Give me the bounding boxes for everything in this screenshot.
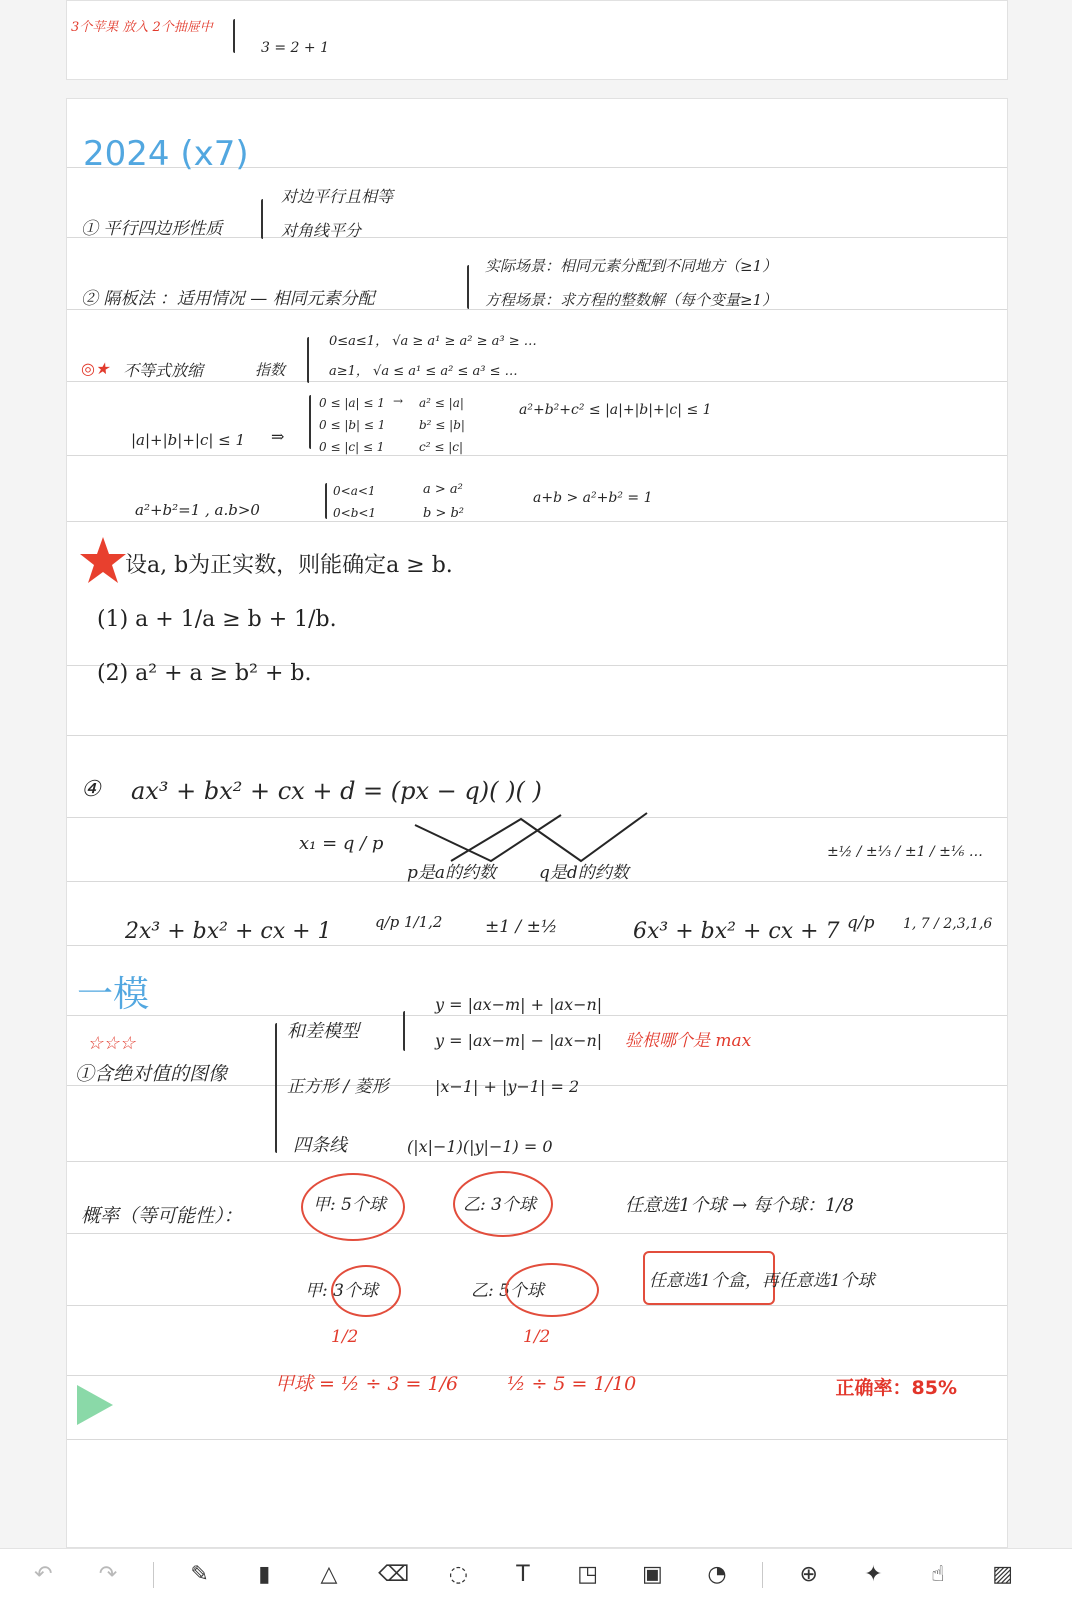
abs-graph-label: ①含绝对值的图像 (75, 1063, 228, 1085)
highlighter-tool-button[interactable]: △ (320, 1562, 338, 1587)
model-2-name: 正方形 / 菱形 (287, 1077, 389, 1097)
question-option-1: (1) a + 1/a ≥ b + 1/b. (97, 607, 337, 632)
item4-label: ④ (81, 777, 101, 802)
question-stem: 设a, b为正实数，则能确定a ≥ b. (125, 553, 453, 578)
abs-graph-bracket (275, 1023, 277, 1153)
prob-c: 任意选1个球 → 每个球：1/8 (625, 1195, 854, 1216)
previous-note-page (66, 0, 1008, 80)
green-marker-arrow (77, 1385, 113, 1425)
item1-label: ① 平行四边形性质 (81, 219, 223, 239)
abs-result-2: b² ≤ |b| (419, 418, 465, 432)
abs-case-2: 0 ≤ |b| ≤ 1 (319, 418, 386, 432)
abs-case-1: 0 ≤ |a| ≤ 1 (319, 396, 385, 410)
model-3-eq: (|x|−1)(|y|−1) = 0 (407, 1137, 553, 1156)
sq-bracket (325, 483, 327, 519)
abs-result-3: c² ≤ |c| (419, 440, 464, 454)
example-2-qp: q/p (847, 913, 875, 933)
prob-half-2: 1/2 (523, 1327, 551, 1347)
top-note-formula: 3 = 2 + 1 (261, 40, 329, 56)
eraser-tool-button[interactable]: ⌫ (378, 1562, 410, 1587)
model-2-eq: |x−1| + |y−1| = 2 (435, 1077, 580, 1096)
example-1-values: ±1 / ±½ (485, 917, 558, 937)
mock-heading: 一模 (77, 974, 150, 1015)
sq-lhs: a²+b²=1 , a.b>0 (135, 501, 260, 519)
item3-case-b: a≥1， √a ≤ a¹ ≤ a² ≤ a³ ≤ … (329, 364, 518, 379)
model-1-name: 和差模型 (287, 1021, 359, 1042)
model-1-note: 验根哪个是 max (625, 1031, 752, 1051)
lasso-tool-button[interactable]: ◌ (448, 1562, 468, 1587)
circle-e (505, 1263, 599, 1317)
sq-case-1: 0<a<1 (333, 484, 376, 498)
image-tool-button[interactable]: ▣ (641, 1562, 663, 1587)
accuracy-rate: 正确率：85% (835, 1377, 957, 1399)
item3-case-a: 0≤a≤1， √a ≥ a¹ ≥ a² ≥ a³ ≥ … (329, 334, 537, 349)
redo-button[interactable]: ↷ (98, 1562, 118, 1587)
shape-tool-button[interactable]: ◳ (577, 1562, 599, 1587)
zoom-tool-button[interactable]: ⊕ (799, 1562, 818, 1587)
red-star-icon (79, 535, 127, 591)
item1-branch-b: 对角线平分 (281, 221, 362, 240)
prob-result-2: ½ ÷ 5 = 1/10 (507, 1373, 637, 1395)
item4-candidates: ±½ / ±⅓ / ±1 / ±⅙ … (827, 844, 983, 860)
stars-mark-icon: ☆☆☆ (87, 1033, 136, 1054)
prob-e: 乙: 5个球 (471, 1281, 544, 1301)
sq-case-2: 0<b<1 (333, 506, 377, 520)
model-1-bracket (403, 1011, 405, 1051)
top-note-text: 3个苹果 放入 2个抽屉中 (71, 20, 213, 35)
sq-result-2: b > b² (423, 506, 465, 521)
toolbar-divider (153, 1562, 154, 1588)
star-mark-icon: ◎★ (81, 359, 110, 378)
printed-question-card (67, 531, 499, 661)
marker-tool-button[interactable]: ▮ (258, 1562, 271, 1587)
prob-result-1: 甲球 = ½ ÷ 3 = 1/6 (275, 1373, 459, 1395)
prob-f: 任意选1个盒，再任意选1个球 (649, 1271, 875, 1291)
item1-bracket (261, 199, 263, 239)
item3-sub: 指数 (255, 361, 286, 379)
circle-d (331, 1265, 401, 1317)
prob-d: 甲: 3个球 (305, 1281, 378, 1301)
item2-bracket (467, 265, 469, 309)
sq-conclusion: a+b > a²+b² = 1 (533, 490, 653, 506)
probability-label: 概率（等可能性）： (81, 1205, 243, 1227)
abs-lhs: |a|+|b|+|c| ≤ 1 (131, 431, 246, 449)
example-1-qp: q/p 1/1,2 (375, 913, 443, 931)
abs-bracket (309, 395, 311, 449)
model-1-eq-b: y = |ax−m| − |ax−n| (435, 1031, 603, 1050)
model-3-name: 四条线 (293, 1135, 347, 1156)
divisor-cross-lines (411, 805, 711, 865)
item4-note-a: p是a的约数 (407, 863, 497, 883)
model-1-eq-a: y = |ax−m| + |ax−n| (435, 995, 603, 1014)
example-1-poly: 2x³ + bx² + cx + 1 (125, 919, 332, 944)
question-option-2: (2) a² + a ≥ b² + b. (97, 661, 312, 686)
example-2-values: 1, 7 / 2,3,1,6 (903, 916, 993, 932)
item2-branch-b: 方程场景：求方程的整数解（每个变量≥1） (485, 291, 778, 309)
prob-b: 乙: 3个球 (463, 1195, 536, 1215)
prob-half-1: 1/2 (331, 1327, 359, 1347)
abs-arrow: → (393, 394, 404, 408)
abs-case-3: 0 ≤ |c| ≤ 1 (319, 440, 385, 454)
prob-a: 甲: 5个球 (313, 1195, 386, 1215)
undo-button[interactable]: ↶ (34, 1562, 53, 1587)
sticker-tool-button[interactable]: ◔ (707, 1562, 727, 1587)
pen-tool-button[interactable]: ✎ (190, 1562, 209, 1587)
item2-branch-a: 实际场景：相同元素分配到不同地方（≥1） (485, 257, 778, 275)
item4-equation: ax³ + bx² + cx + d = (px − q)( )( ) (131, 777, 542, 805)
top-bracket (233, 19, 235, 53)
abs-result-1: a² ≤ |a| (419, 396, 464, 410)
note-page[interactable] (66, 98, 1008, 1548)
abs-conclusion: a²+b²+c² ≤ |a|+|b|+|c| ≤ 1 (519, 402, 712, 418)
hand-tool-button[interactable]: ☝ (931, 1562, 945, 1587)
text-tool-button[interactable]: T (516, 1562, 530, 1587)
item2-label: ② 隔板法 ：适用情况 — 相同元素分配 (81, 289, 375, 309)
pattern-tool-button[interactable]: ▨ (992, 1562, 1014, 1587)
item4-root: x₁ = q / p (299, 833, 384, 854)
toolbar-divider-2 (762, 1562, 763, 1588)
laser-pointer-button[interactable]: ✦ (864, 1562, 883, 1587)
item4-note-b: q是d的约数 (539, 863, 629, 883)
implies-arrow: ⇒ (271, 427, 285, 446)
year-heading: 2024 (x7) (83, 134, 249, 174)
item3-label: 不等式放缩 (123, 361, 204, 380)
sq-result-1: a > a² (423, 482, 463, 497)
drawing-toolbar (0, 1548, 1072, 1600)
example-2-poly: 6x³ + bx² + cx + 7 (633, 919, 840, 944)
item1-branch-a: 对边平行且相等 (281, 187, 394, 206)
item3-bracket (307, 337, 309, 383)
